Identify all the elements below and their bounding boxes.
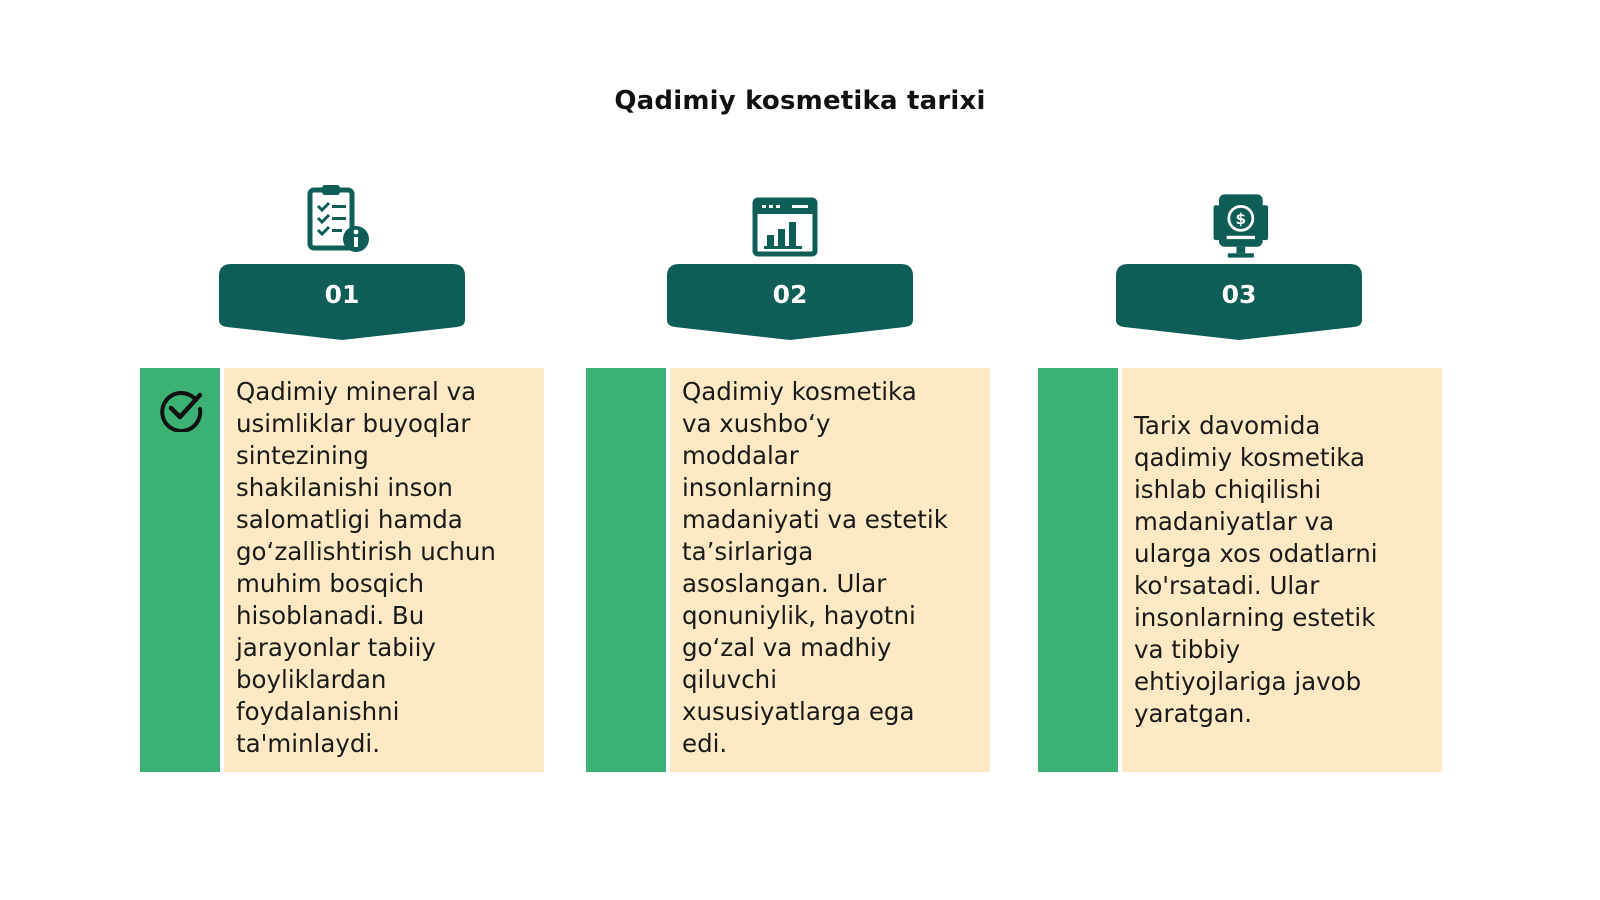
step-number: 02 (772, 280, 808, 309)
step-card-3 (1038, 368, 1442, 772)
browser-bar-chart-icon (752, 192, 822, 264)
step-description: Tarix davomida qadimiy kosmetika ishlab chiqilishi madaniyatlar va ularga xos odatlarni ko'rsatadi. Ular insonlarning estetik va tibbiy ehtiyojlariga javob yaratgan. (1134, 411, 1378, 728)
step-description: Qadimiy kosmetika va xushbo‘y moddalar insonlarning madaniyati va estetik ta’sirlariga asoslangan. Ular qonuniylik, hayotni go‘zal va madhiy qiluvchi xususiyatlarga ega edi. (682, 377, 948, 758)
card-stripe (140, 368, 220, 772)
step-badge-1 (219, 264, 465, 340)
clipboard-checklist-info-icon (304, 184, 374, 256)
check-circle-icon (158, 386, 204, 432)
step-number: 03 (1221, 280, 1257, 309)
step-number: 01 (324, 280, 360, 309)
card-stripe (1038, 368, 1118, 772)
page-title: Qadimiy kosmetika tarixi (614, 86, 986, 116)
svg-text:$: $ (1235, 209, 1247, 228)
step-badge-2 (667, 264, 913, 340)
step-card-2 (586, 368, 990, 772)
step-description: Qadimiy mineral va usimliklar buyoqlar sintezining shakilanishi inson salomatligi hamda go‘zallishtirish uchun muhim bosqich hisoblanadi. Bu jarayonlar tabiiy boyliklardan foydalanishni ta'minlaydi. (236, 377, 496, 758)
card-stripe (586, 368, 666, 772)
step-badge-3 (1116, 264, 1362, 340)
step-card-1 (140, 368, 544, 772)
dollar-monitor-icon (1208, 190, 1278, 262)
